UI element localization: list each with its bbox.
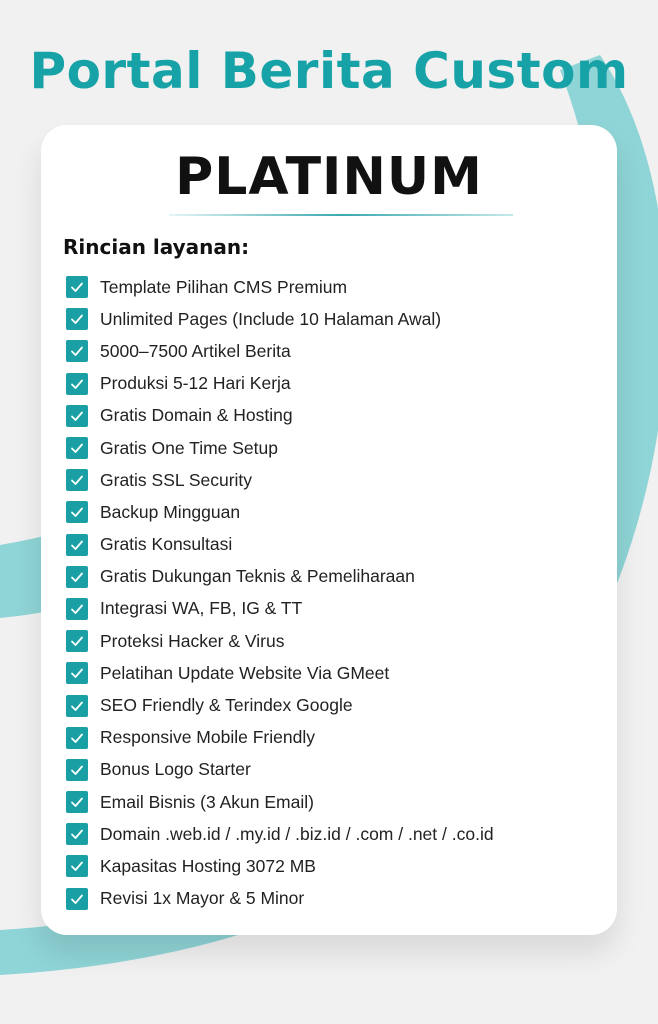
checkbox-checked-icon xyxy=(66,534,88,556)
checkbox-checked-icon xyxy=(66,566,88,588)
checkbox-checked-icon xyxy=(66,791,88,813)
page-title: Portal Berita Custom xyxy=(29,42,629,100)
feature-item xyxy=(66,432,494,464)
checkbox-checked-icon xyxy=(66,695,88,717)
features-heading: Rincian layanan: xyxy=(63,235,250,259)
checkbox-checked-icon xyxy=(66,888,88,910)
feature-item xyxy=(66,786,494,818)
feature-label: Proteksi Hacker & Virus xyxy=(100,630,285,651)
feature-item xyxy=(66,400,494,432)
feature-item xyxy=(66,883,494,915)
feature-label: Pelatihan Update Website Via GMeet xyxy=(100,662,390,683)
feature-item xyxy=(66,335,494,367)
checkbox-checked-icon xyxy=(66,855,88,877)
feature-label: SEO Friendly & Terindex Google xyxy=(100,695,353,716)
feature-item xyxy=(66,625,494,657)
feature-label: Produksi 5-12 Hari Kerja xyxy=(100,373,291,394)
feature-label: Unlimited Pages (Include 10 Halaman Awal) xyxy=(100,308,442,329)
checkbox-checked-icon xyxy=(66,598,88,620)
feature-label: Integrasi WA, FB, IG & TT xyxy=(100,598,303,619)
feature-label: Revisi 1x Mayor & 5 Minor xyxy=(100,888,305,909)
checkbox-checked-icon xyxy=(66,405,88,427)
feature-item xyxy=(66,818,494,850)
checkbox-checked-icon xyxy=(66,308,88,330)
checkbox-checked-icon xyxy=(66,501,88,523)
checkbox-checked-icon xyxy=(66,340,88,362)
checkbox-checked-icon xyxy=(66,727,88,749)
feature-item xyxy=(66,368,494,400)
feature-label: Responsive Mobile Friendly xyxy=(100,727,315,748)
feature-item xyxy=(66,464,494,496)
feature-item xyxy=(66,529,494,561)
feature-label: Gratis SSL Security xyxy=(100,469,253,490)
checkbox-checked-icon xyxy=(66,276,88,298)
feature-item xyxy=(66,593,494,625)
feature-label: 5000–7500 Artikel Berita xyxy=(100,340,291,361)
feature-label: Gratis Dukungan Teknis & Pemeliharaan xyxy=(100,566,415,587)
feature-label: Email Bisnis (3 Akun Email) xyxy=(100,791,314,812)
checkbox-checked-icon xyxy=(66,373,88,395)
feature-item xyxy=(66,561,494,593)
feature-item xyxy=(66,850,494,882)
feature-label: Gratis Konsultasi xyxy=(100,534,233,555)
feature-label: Domain .web.id / .my.id / .biz.id / .com / .net / .co.id xyxy=(100,823,494,844)
feature-item xyxy=(66,754,494,786)
checkbox-checked-icon xyxy=(66,823,88,845)
feature-label: Template Pilihan CMS Premium xyxy=(100,276,348,297)
feature-label: Gratis Domain & Hosting xyxy=(100,405,293,426)
checkbox-checked-icon xyxy=(66,437,88,459)
checkbox-checked-icon xyxy=(66,662,88,684)
feature-item xyxy=(66,496,494,528)
checkbox-checked-icon xyxy=(66,630,88,652)
pricing-card xyxy=(41,125,617,935)
feature-item xyxy=(66,303,494,335)
feature-label: Gratis One Time Setup xyxy=(100,437,278,458)
feature-item xyxy=(66,722,494,754)
feature-label: Bonus Logo Starter xyxy=(100,759,251,780)
feature-item xyxy=(66,657,494,689)
feature-label: Backup Mingguan xyxy=(100,501,241,522)
divider xyxy=(169,214,513,216)
checkbox-checked-icon xyxy=(66,759,88,781)
feature-item xyxy=(66,271,494,303)
plan-name: PLATINUM xyxy=(175,147,483,207)
feature-label: Kapasitas Hosting 3072 MB xyxy=(100,855,316,876)
feature-list xyxy=(66,271,494,915)
checkbox-checked-icon xyxy=(66,469,88,491)
feature-item xyxy=(66,689,494,721)
